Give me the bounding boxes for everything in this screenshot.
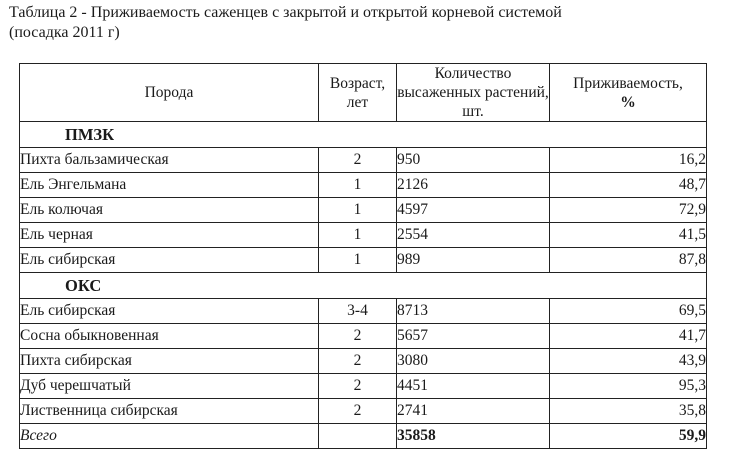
age-cell: 2	[319, 148, 397, 173]
age-cell: 2	[319, 349, 397, 374]
age-cell: 2	[319, 374, 397, 399]
count-cell: 3080	[397, 349, 550, 374]
table-caption	[9, 3, 739, 43]
count-cell: 950	[397, 148, 550, 173]
age-cell: 1	[319, 173, 397, 198]
species-cell: Ель Энгельмана	[20, 173, 319, 198]
table-body	[20, 122, 707, 449]
survival-cell: 35,8	[550, 399, 707, 424]
species-cell: Пихта бальзамическая	[20, 148, 319, 173]
total-survival: 59,9	[550, 424, 707, 449]
survival-cell: 16,2	[550, 148, 707, 173]
species-cell: Ель сибирская	[20, 248, 319, 273]
section-title: ОКС	[20, 273, 707, 299]
survival-cell: 87,8	[550, 248, 707, 273]
table-row	[20, 248, 707, 273]
age-cell: 1	[319, 198, 397, 223]
header-age: Возраст, лет	[319, 64, 397, 122]
count-cell: 989	[397, 248, 550, 273]
age-cell: 2	[319, 399, 397, 424]
table-row	[20, 324, 707, 349]
species-cell: Лиственница сибирская	[20, 399, 319, 424]
caption-line-1: Таблица 2 - Приживаемость саженцев с закрытой и открытой корневой системой	[9, 4, 562, 21]
section-row	[20, 273, 707, 299]
header-species: Порода	[20, 64, 319, 122]
species-cell: Ель черная	[20, 223, 319, 248]
table-row	[20, 399, 707, 424]
species-cell: Сосна обыкновенная	[20, 324, 319, 349]
total-count: 35858	[397, 424, 550, 449]
survival-cell: 48,7	[550, 173, 707, 198]
total-row	[20, 424, 707, 449]
count-cell: 2126	[397, 173, 550, 198]
header-count: Количество высаженных растений, шт.	[397, 65, 549, 120]
survival-cell: 69,5	[550, 299, 707, 324]
header-survival-label: Приживаемость,	[573, 74, 683, 92]
survival-cell: 41,7	[550, 324, 707, 349]
table-row	[20, 223, 707, 248]
count-cell: 2741	[397, 399, 550, 424]
table-row	[20, 148, 707, 173]
header-row	[20, 64, 707, 122]
age-cell: 3-4	[319, 299, 397, 324]
caption-line-2: (посадка 2011 г)	[9, 24, 120, 41]
table-row	[20, 299, 707, 324]
table-row	[20, 173, 707, 198]
section-title: ПМЗК	[20, 122, 707, 148]
count-cell: 2554	[397, 223, 550, 248]
survival-cell: 41,5	[550, 223, 707, 248]
table-row	[20, 198, 707, 223]
total-label: Всего	[20, 424, 319, 449]
species-cell: Пихта сибирская	[20, 349, 319, 374]
count-cell: 8713	[397, 299, 550, 324]
section-row	[20, 122, 707, 148]
header-survival	[550, 64, 707, 122]
table-row	[20, 349, 707, 374]
species-cell: Дуб черешчатый	[20, 374, 319, 399]
age-cell: 1	[319, 223, 397, 248]
table-row	[20, 374, 707, 399]
survival-table	[19, 63, 707, 449]
survival-cell: 72,9	[550, 198, 707, 223]
age-cell: 1	[319, 248, 397, 273]
survival-cell: 43,9	[550, 349, 707, 374]
age-cell: 2	[319, 324, 397, 349]
count-cell: 4451	[397, 374, 550, 399]
species-cell: Ель сибирская	[20, 299, 319, 324]
header-survival-unit: %	[620, 93, 636, 111]
count-cell: 5657	[397, 324, 550, 349]
species-cell: Ель колючая	[20, 198, 319, 223]
total-age	[319, 424, 397, 449]
survival-cell: 95,3	[550, 374, 707, 399]
count-cell: 4597	[397, 198, 550, 223]
